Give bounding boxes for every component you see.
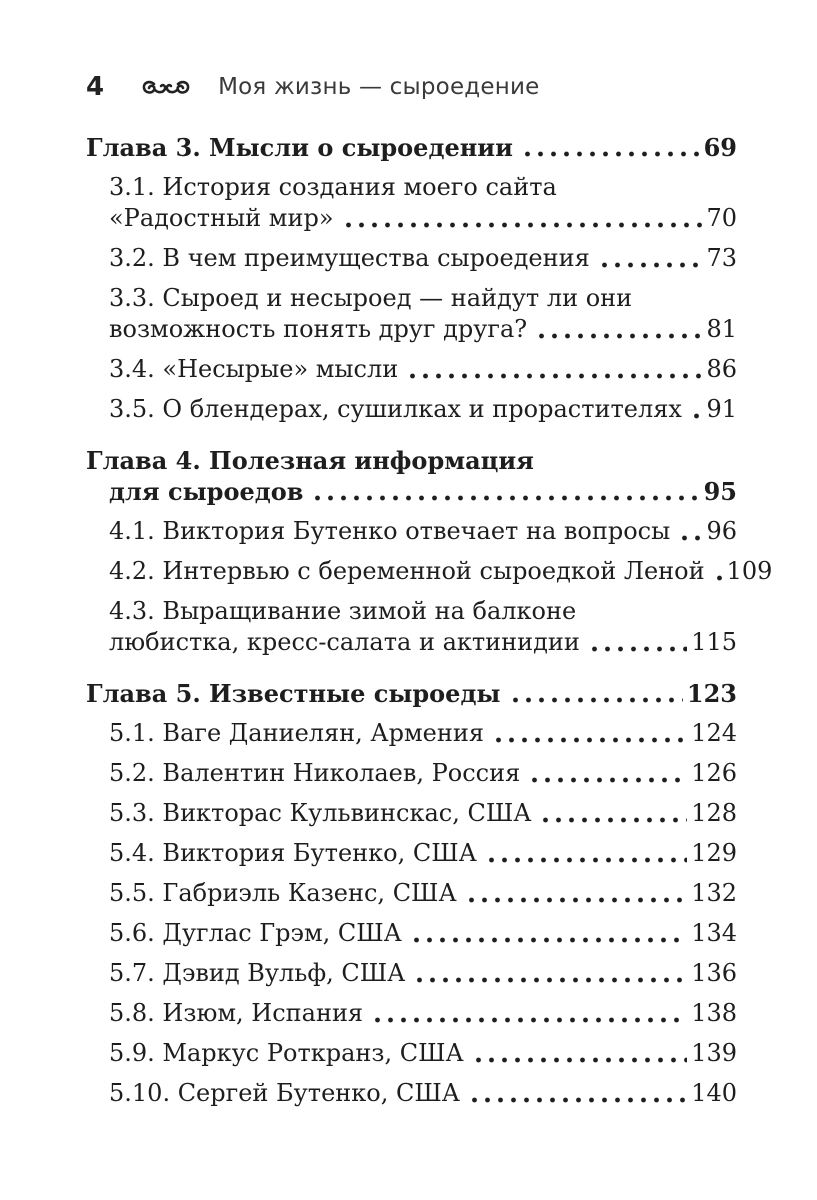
toc-entry-title: 5.9. Маркус Роткранз, США — [109, 1039, 464, 1067]
toc-line — [109, 798, 737, 829]
toc-line — [109, 596, 737, 627]
toc-item-entry — [86, 243, 737, 274]
running-title: Моя жизнь — сыроедение — [218, 74, 540, 100]
toc-item-entry — [86, 758, 737, 789]
toc-item-entry — [86, 283, 737, 345]
toc-page-number: 91 — [706, 395, 737, 423]
toc-line — [109, 627, 737, 658]
toc-item-entry — [86, 1078, 737, 1109]
toc-line — [109, 958, 737, 989]
toc-entry-title: 5.5. Габриэль Казенс, США — [109, 879, 457, 907]
dotted-leader — [410, 918, 687, 949]
toc-line — [109, 998, 737, 1029]
toc-entry-title: 4.2. Интервью с беременной сыроедкой Леной — [109, 557, 705, 585]
toc-page-number: 136 — [691, 959, 737, 987]
toc-item-entry — [86, 958, 737, 989]
toc-line — [109, 243, 737, 274]
toc-entry-title: 5.4. Виктория Бутенко, США — [109, 839, 477, 867]
toc-line — [109, 1038, 737, 1069]
toc-line — [86, 476, 737, 507]
toc-line — [109, 516, 737, 547]
toc-line — [109, 314, 737, 345]
dotted-leader — [406, 354, 702, 385]
toc-line — [86, 678, 737, 709]
toc-entry-title: 3.1. История создания моего сайта — [109, 173, 557, 201]
dotted-leader — [342, 203, 703, 234]
toc-item-entry — [86, 798, 737, 829]
toc-entry-title: 5.2. Валентин Николаев, Россия — [109, 759, 521, 787]
toc-entry-title: Глава 4. Полезная информация — [86, 446, 534, 475]
running-header — [86, 72, 737, 102]
toc-line — [109, 1078, 737, 1109]
toc-line — [109, 556, 773, 587]
fleuron-ornament-icon — [140, 79, 192, 97]
toc-entry-title: Глава 5. Известные сыроеды — [86, 679, 501, 708]
toc-item-entry — [86, 718, 737, 749]
toc-entry-title: «Радостный мир» — [109, 204, 334, 232]
dotted-leader — [521, 132, 700, 163]
dotted-leader — [535, 314, 702, 345]
toc-entry-title: 3.5. О блендерах, сушилках и прорастителях — [109, 395, 682, 423]
toc-page-number: 81 — [706, 315, 737, 343]
toc-page-number: 86 — [706, 355, 737, 383]
dotted-leader — [598, 243, 703, 274]
toc-entry-title: 5.6. Дуглас Грэм, США — [109, 919, 402, 947]
toc-chapter-entry — [86, 445, 737, 507]
toc-item-entry — [86, 172, 737, 234]
dotted-leader — [465, 878, 688, 909]
dotted-leader — [371, 998, 687, 1029]
toc-line — [109, 758, 737, 789]
toc-item-entry — [86, 878, 737, 909]
dotted-leader — [713, 556, 723, 587]
toc-entry-title: любистка, кресс-салата и актинидии — [109, 628, 580, 656]
toc-item-entry — [86, 998, 737, 1029]
toc-page-number: 138 — [691, 999, 737, 1027]
toc-page-number: 96 — [706, 517, 737, 545]
toc-item-entry — [86, 918, 737, 949]
dotted-leader — [588, 627, 687, 658]
toc-item-entry — [86, 596, 737, 658]
toc-entry-title: 5.3. Викторас Кульвинскас, США — [109, 799, 532, 827]
toc-entry-title: Глава 3. Мысли о сыроедении — [86, 133, 513, 162]
toc-page-number: 140 — [691, 1079, 737, 1107]
toc-entry-title: 3.3. Сыроед и несыроед — найдут ли они — [109, 284, 633, 312]
toc-line — [109, 394, 737, 425]
toc-page-number: 128 — [691, 799, 737, 827]
dotted-leader — [528, 758, 687, 789]
toc-line — [109, 918, 737, 949]
toc-item-entry — [86, 556, 773, 587]
toc-entry-title: возможность понять друг друга? — [109, 315, 528, 343]
toc-page-number: 115 — [691, 628, 737, 656]
toc-line — [86, 132, 737, 163]
toc-item-entry — [86, 354, 737, 385]
toc-entry-title: 5.7. Дэвид Вульф, США — [109, 959, 406, 987]
dotted-leader — [485, 838, 687, 869]
toc-line — [86, 445, 737, 476]
page-number: 4 — [86, 72, 105, 102]
toc-entry-title: 3.2. В чем преимущества сыроедения — [109, 244, 590, 272]
table-of-contents — [86, 132, 773, 1109]
toc-item-entry — [86, 394, 737, 425]
dotted-leader — [539, 798, 687, 829]
toc-entry-title: 5.10. Сергей Бутенко, США — [109, 1079, 460, 1107]
toc-entry-title: 4.1. Виктория Бутенко отвечает на вопросы — [109, 517, 671, 545]
dotted-leader — [413, 958, 687, 989]
toc-page-number: 70 — [706, 204, 737, 232]
toc-page-number: 126 — [691, 759, 737, 787]
toc-entry-title: 5.1. Ваге Даниелян, Армения — [109, 719, 484, 747]
toc-entry-title: 5.8. Изюм, Испания — [109, 999, 364, 1027]
toc-chapter-entry — [86, 132, 737, 163]
toc-page-number: 109 — [726, 557, 773, 585]
toc-page-number: 95 — [703, 477, 737, 506]
toc-line — [109, 172, 737, 203]
toc-line — [109, 354, 737, 385]
dotted-leader — [509, 678, 683, 709]
toc-item-entry — [86, 516, 737, 547]
toc-line — [109, 718, 737, 749]
toc-line — [109, 283, 737, 314]
toc-entry-title: 4.3. Выращивание зимой на балконе — [109, 597, 577, 625]
dotted-leader — [690, 394, 703, 425]
dotted-leader — [472, 1038, 688, 1069]
dotted-leader — [492, 718, 687, 749]
toc-page-number: 132 — [691, 879, 737, 907]
toc-page-number: 123 — [686, 679, 737, 708]
dotted-leader — [678, 516, 702, 547]
toc-page-number: 134 — [691, 919, 737, 947]
dotted-leader — [311, 476, 699, 507]
toc-entry-title: 3.4. «Несырые» мысли — [109, 355, 399, 383]
toc-line — [109, 838, 737, 869]
dotted-leader — [468, 1078, 687, 1109]
toc-page-number: 124 — [691, 719, 737, 747]
toc-entry-title: для сыроедов — [109, 477, 304, 506]
toc-item-entry — [86, 838, 737, 869]
toc-line — [109, 878, 737, 909]
toc-page-number: 73 — [706, 244, 737, 272]
toc-item-entry — [86, 1038, 737, 1069]
toc-line — [109, 203, 737, 234]
toc-page-number: 69 — [703, 133, 737, 162]
toc-page-number: 139 — [691, 1039, 737, 1067]
toc-page-number: 129 — [691, 839, 737, 867]
toc-chapter-entry — [86, 678, 737, 709]
